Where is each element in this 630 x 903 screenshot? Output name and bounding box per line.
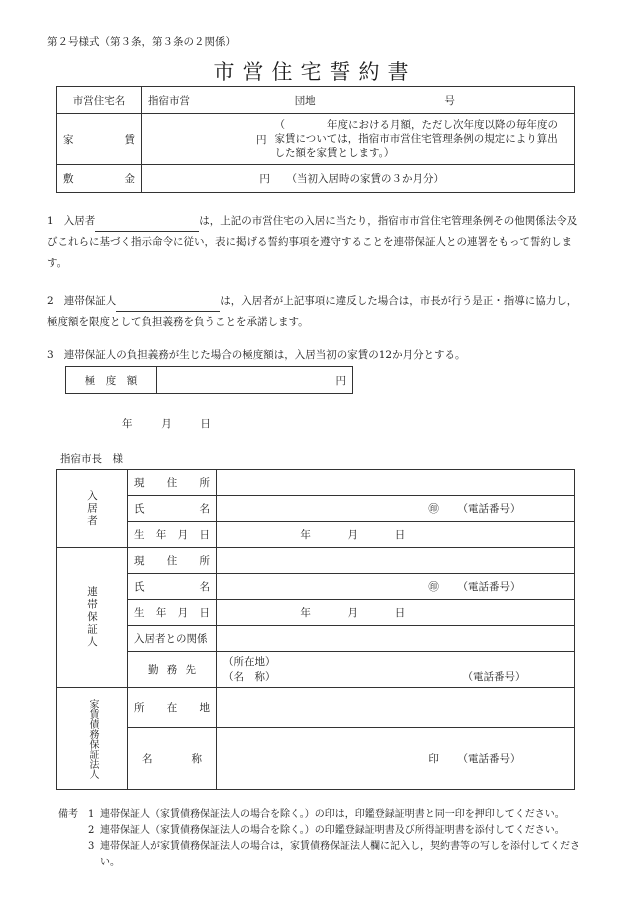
tenant-name-label: 氏 名 <box>128 496 217 522</box>
note-2-number: 2 <box>88 825 95 836</box>
guarantor-birth-year: 年 <box>300 607 311 619</box>
work-name-label: （名 称） <box>223 670 276 683</box>
note-1-number: 1 <box>88 809 95 820</box>
clause-3-text: 連帯保証人の負担義務が生じた場合の極度額は，入居当初の家賃の12か月分とする。 <box>63 349 466 361</box>
date-month: 月 <box>161 418 172 430</box>
tenant-birth-day: 日 <box>394 529 406 541</box>
notes <box>58 807 598 871</box>
tenant-phone: （電話番号） <box>457 503 521 515</box>
corp-location-label: 所 在 地 <box>128 688 217 728</box>
deposit-label: 敷 金 <box>57 165 142 193</box>
note-3-number: 3 <box>88 841 95 852</box>
tenant-seal: ㊞ <box>428 503 439 515</box>
page-title: 市営住宅誓約書 <box>213 60 417 84</box>
deposit-yen: 円 <box>259 173 270 185</box>
clause-3-number: 3 <box>47 349 54 361</box>
clause-1-number: 1 <box>47 215 54 227</box>
go-text: 号 <box>444 94 455 107</box>
deposit-field[interactable] <box>142 165 575 193</box>
note-2-text: 連帯保証人（家賃債務保証法人の場合を除く。）の印鑑登録証明書及び所得証明書を添付してください。 <box>100 825 565 836</box>
tenant-birth-label: 生 年 月 日 <box>128 522 217 548</box>
limit-label: 極 度 額 <box>66 367 157 394</box>
corp-section-label: 家賃債務保証法人 <box>57 688 128 790</box>
housing-name-field[interactable] <box>142 87 575 114</box>
rent-field[interactable] <box>142 114 575 165</box>
clause-3 <box>47 345 582 366</box>
tenant-section-label: 入居者 <box>57 470 128 548</box>
tenant-birth-year: 年 <box>300 529 311 541</box>
housing-table <box>56 86 575 193</box>
tenant-address-label: 現 住 所 <box>128 470 217 496</box>
guarantor-name-label: 氏 名 <box>128 574 217 600</box>
limit-field[interactable] <box>157 367 353 394</box>
deposit-note: （当初入居時の家賃の３か月分） <box>286 173 445 185</box>
addressee: 指宿市長 様 <box>60 453 123 465</box>
note-3-text: 連帯保証人が家賃債務保証法人の場合は，家賃債務保証法人欄に記入し，契約書等の写しを添付してください。 <box>100 841 580 868</box>
guarantor-section-label: 連帯保証人 <box>57 548 128 688</box>
form-number: 第２号様式（第３条，第３条の２関係） <box>47 36 236 48</box>
corp-name-field[interactable] <box>217 728 575 790</box>
corp-phone: （電話番号） <box>457 753 521 765</box>
tenant-birth-month: 月 <box>347 529 359 541</box>
corp-location-field[interactable] <box>217 688 575 728</box>
clause-2-label: 連帯保証人 <box>63 295 117 307</box>
city-text: 指宿市営 <box>148 94 190 107</box>
corp-seal: 印 <box>428 753 439 765</box>
clause-1-text: は，上記の市営住宅の入居に当たり，指宿市市営住宅管理条例その他関係法令及びこれらに基づく指示命令に従い，表に掲げる誓約事項を遵守することを連帯保証人との連署をもって誓約します。 <box>47 215 578 269</box>
rent-yen: 円 <box>256 133 267 146</box>
guarantor-seal: ㊞ <box>428 581 439 593</box>
guarantor-birth-month: 月 <box>347 607 359 619</box>
limit-table <box>65 366 353 394</box>
guarantor-address-label: 現 住 所 <box>128 548 217 574</box>
work-location-label: （所在地） <box>223 655 276 668</box>
tenant-birth-field[interactable] <box>217 522 575 548</box>
guarantor-birth-day: 日 <box>394 607 406 619</box>
date-day: 日 <box>200 418 211 430</box>
note-1-text: 連帯保証人（家賃債務保証法人の場合を除く。）の印は，印鑑登録証明書と同一印を押印してください。 <box>100 809 565 820</box>
guarantor-birth-field[interactable] <box>217 600 575 626</box>
work-field[interactable] <box>217 652 575 688</box>
date-line <box>122 416 211 431</box>
notes-head: 備考 <box>58 809 78 820</box>
tenant-name-field[interactable] <box>217 496 575 522</box>
date-year: 年 <box>122 418 133 430</box>
rent-label: 家 賃 <box>57 114 142 165</box>
corp-name-label: 名 称 <box>128 728 217 790</box>
parties-table <box>56 469 575 790</box>
housing-name-label: 市営住宅名 <box>57 87 142 114</box>
danchi-text: 団地 <box>294 94 316 107</box>
work-phone: （電話番号） <box>462 670 526 683</box>
work-label: 勤 務 先 <box>128 652 217 688</box>
clause-1-label: 入居者 <box>63 215 96 227</box>
clause-2 <box>47 291 582 333</box>
clause-2-text: は，入居者が上記事項に違反した場合は，市長が行う是正・指導に協力し，極度額を限度として負担義務を負うことを承諾します。 <box>47 295 578 328</box>
guarantor-name-field[interactable] <box>217 574 575 600</box>
rent-note: （ 年度における月額，ただし次年度以降の毎年度の家賃については，指宿市市営住宅管理条例の規定により算出した額を家賃とします。） <box>274 119 558 159</box>
relation-field[interactable] <box>217 626 575 652</box>
tenant-address-field[interactable] <box>217 470 575 496</box>
clause-2-number: 2 <box>47 295 54 307</box>
tenant-name-blank[interactable] <box>95 219 199 232</box>
guarantor-address-field[interactable] <box>217 548 575 574</box>
guarantor-name-blank[interactable] <box>116 299 220 312</box>
clause-1 <box>47 211 582 274</box>
limit-yen: 円 <box>335 374 346 387</box>
guarantor-phone: （電話番号） <box>457 581 521 593</box>
guarantor-birth-label: 生 年 月 日 <box>128 600 217 626</box>
relation-label: 入居者との関係 <box>128 626 217 652</box>
